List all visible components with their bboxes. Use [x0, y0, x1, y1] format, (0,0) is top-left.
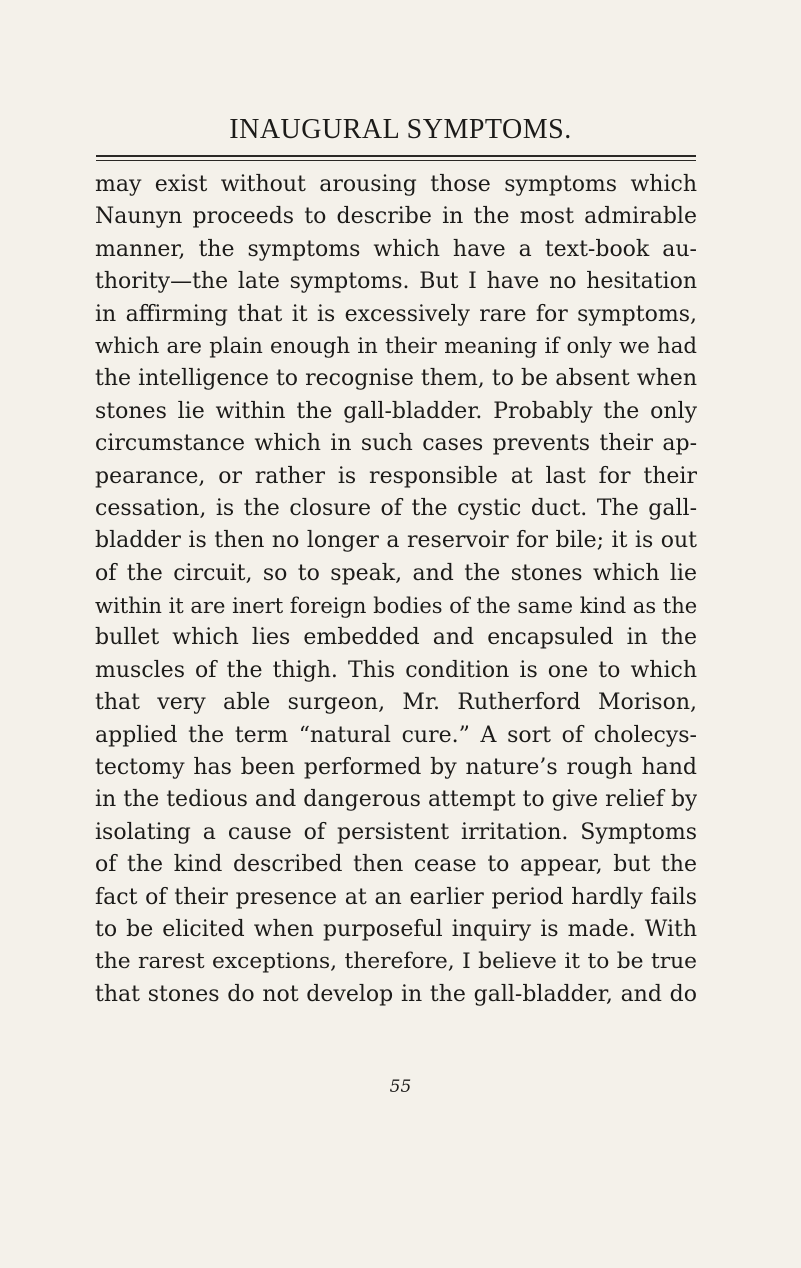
text-line: fact of their presence at an earlier period hardly fails: [95, 884, 697, 910]
header-rule-thin: [96, 160, 696, 161]
text-line: the intelligence to recognise them, to be absent when: [95, 366, 697, 392]
body-text: [95, 169, 697, 1011]
text-line: isolating a cause of persistent irritation. Symptoms: [95, 819, 697, 845]
text-line: pearance, or rather is responsible at last for their: [95, 463, 697, 489]
text-line: of the circuit, so to speak, and the stones which lie: [95, 560, 697, 586]
text-line: the rarest exceptions, therefore, I believe it to be true: [95, 949, 697, 975]
text-line: Naunyn proceeds to describe in the most admirable: [95, 204, 697, 230]
text-line: that stones do not develop in the gall-bladder, and do: [95, 981, 697, 1007]
text-line: bladder is then no longer a reservoir for bile; it is out: [95, 528, 697, 554]
text-line: within it are inert foreign bodies of the same kind as the: [95, 594, 697, 619]
text-line: to be elicited when purposeful inquiry is made. With: [95, 916, 697, 942]
text-line: in the tedious and dangerous attempt to give relief by: [95, 787, 697, 813]
text-line: stones lie within the gall-bladder. Probably the only: [95, 398, 697, 424]
text-line: which are plain enough in their meaning if only we had: [95, 333, 697, 359]
text-line: muscles of the thigh. This condition is one to which: [95, 657, 697, 683]
text-line: in affirming that it is excessively rare for symptoms,: [95, 301, 697, 327]
text-line: of the kind described then cease to appear, but the: [95, 852, 697, 878]
text-line: cessation, is the closure of the cystic duct. The gall-: [95, 495, 697, 521]
text-line: manner, the symptoms which have a text-book au-: [95, 236, 697, 262]
text-line: that very able surgeon, Mr. Rutherford Morison,: [95, 690, 697, 716]
header-rule-thick: [96, 155, 696, 157]
text-line: bullet which lies embedded and encapsuled in the: [95, 625, 697, 651]
text-line: may exist without arousing those symptoms which: [95, 172, 697, 197]
text-line: thority—the late symptoms. But I have no hesitation: [95, 269, 697, 295]
page-number: 55: [389, 1077, 412, 1097]
text-line: tectomy has been performed by nature’s rough hand: [95, 755, 697, 781]
text-line: circumstance which in such cases prevents their ap-: [95, 431, 697, 457]
text-line: applied the term “natural cure.” A sort of cholecys-: [95, 722, 697, 748]
running-head: INAUGURAL SYMPTOMS.: [229, 114, 572, 145]
